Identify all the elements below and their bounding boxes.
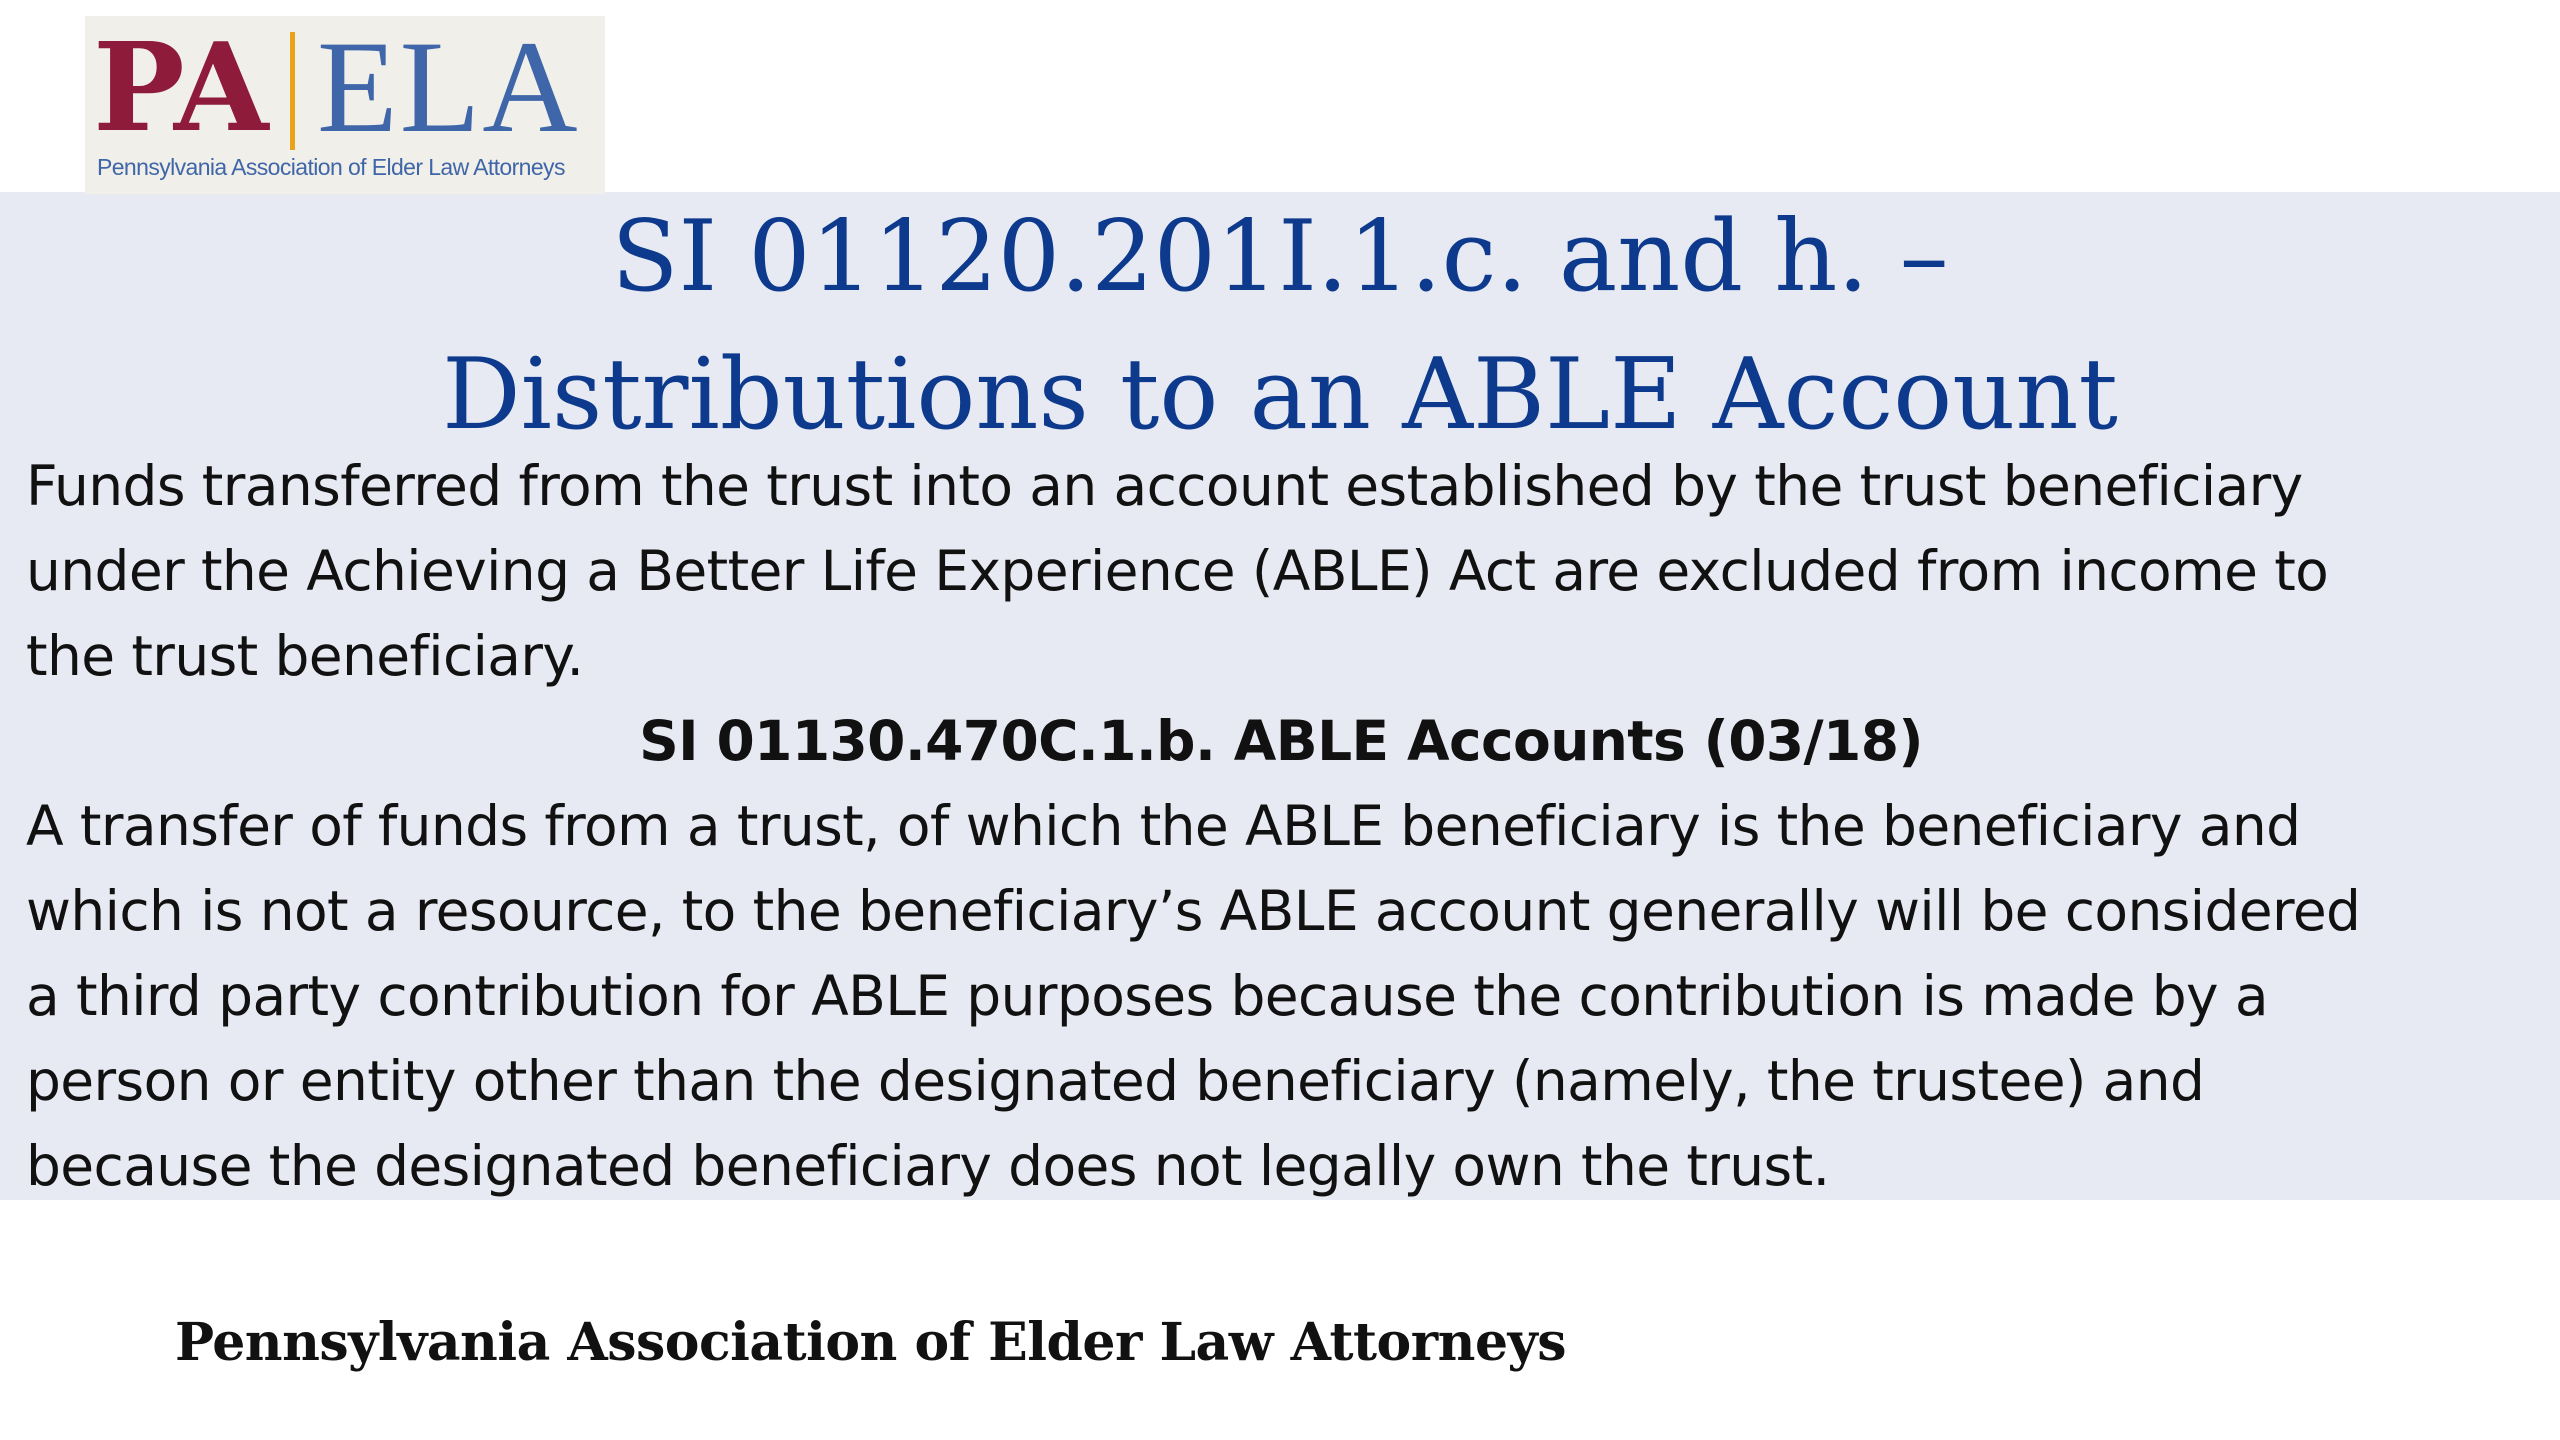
logo-mark — [85, 13, 605, 160]
footer-organization: Pennsylvania Association of Elder Law Attorneys — [175, 1312, 1567, 1373]
paela-logo — [85, 13, 605, 194]
paragraph-2-line: a third party contribution for ABLE purposes because the contribution is made by a — [26, 964, 2268, 1028]
slide-title — [0, 188, 2560, 464]
slide-title-line-2: Distributions to an ABLE Account — [442, 338, 2118, 452]
logo-pa-text: PA — [93, 15, 267, 159]
logo-divider — [290, 32, 295, 150]
subheading: SI 01130.470C.1.b. ABLE Accounts (03/18) — [639, 709, 1923, 773]
paragraph-1-line: under the Achieving a Better Life Experience (ABLE) Act are excluded from income to — [26, 539, 2329, 603]
paragraph-2-line: person or entity other than the designated beneficiary (namely, the trustee) and — [26, 1049, 2205, 1113]
paragraph-1-line: Funds transferred from the trust into an account established by the trust beneficiary — [26, 454, 2303, 518]
logo-ela-text: ELA — [317, 13, 580, 160]
slide-title-line-1: SI 01120.201I.1.c. and h. – — [611, 200, 1949, 314]
slide-body — [26, 444, 2536, 1209]
paragraph-2-line: A transfer of funds from a trust, of which the ABLE beneficiary is the beneficiary and — [26, 794, 2301, 858]
paragraph-1-line: the trust beneficiary. — [26, 624, 584, 688]
logo-caption: Pennsylvania Association of Elder Law Attorneys — [97, 154, 565, 180]
paragraph-2-line: because the designated beneficiary does not legally own the trust. — [26, 1134, 1830, 1198]
paragraph-2-line: which is not a resource, to the beneficiary’s ABLE account generally will be considered — [26, 879, 2361, 943]
